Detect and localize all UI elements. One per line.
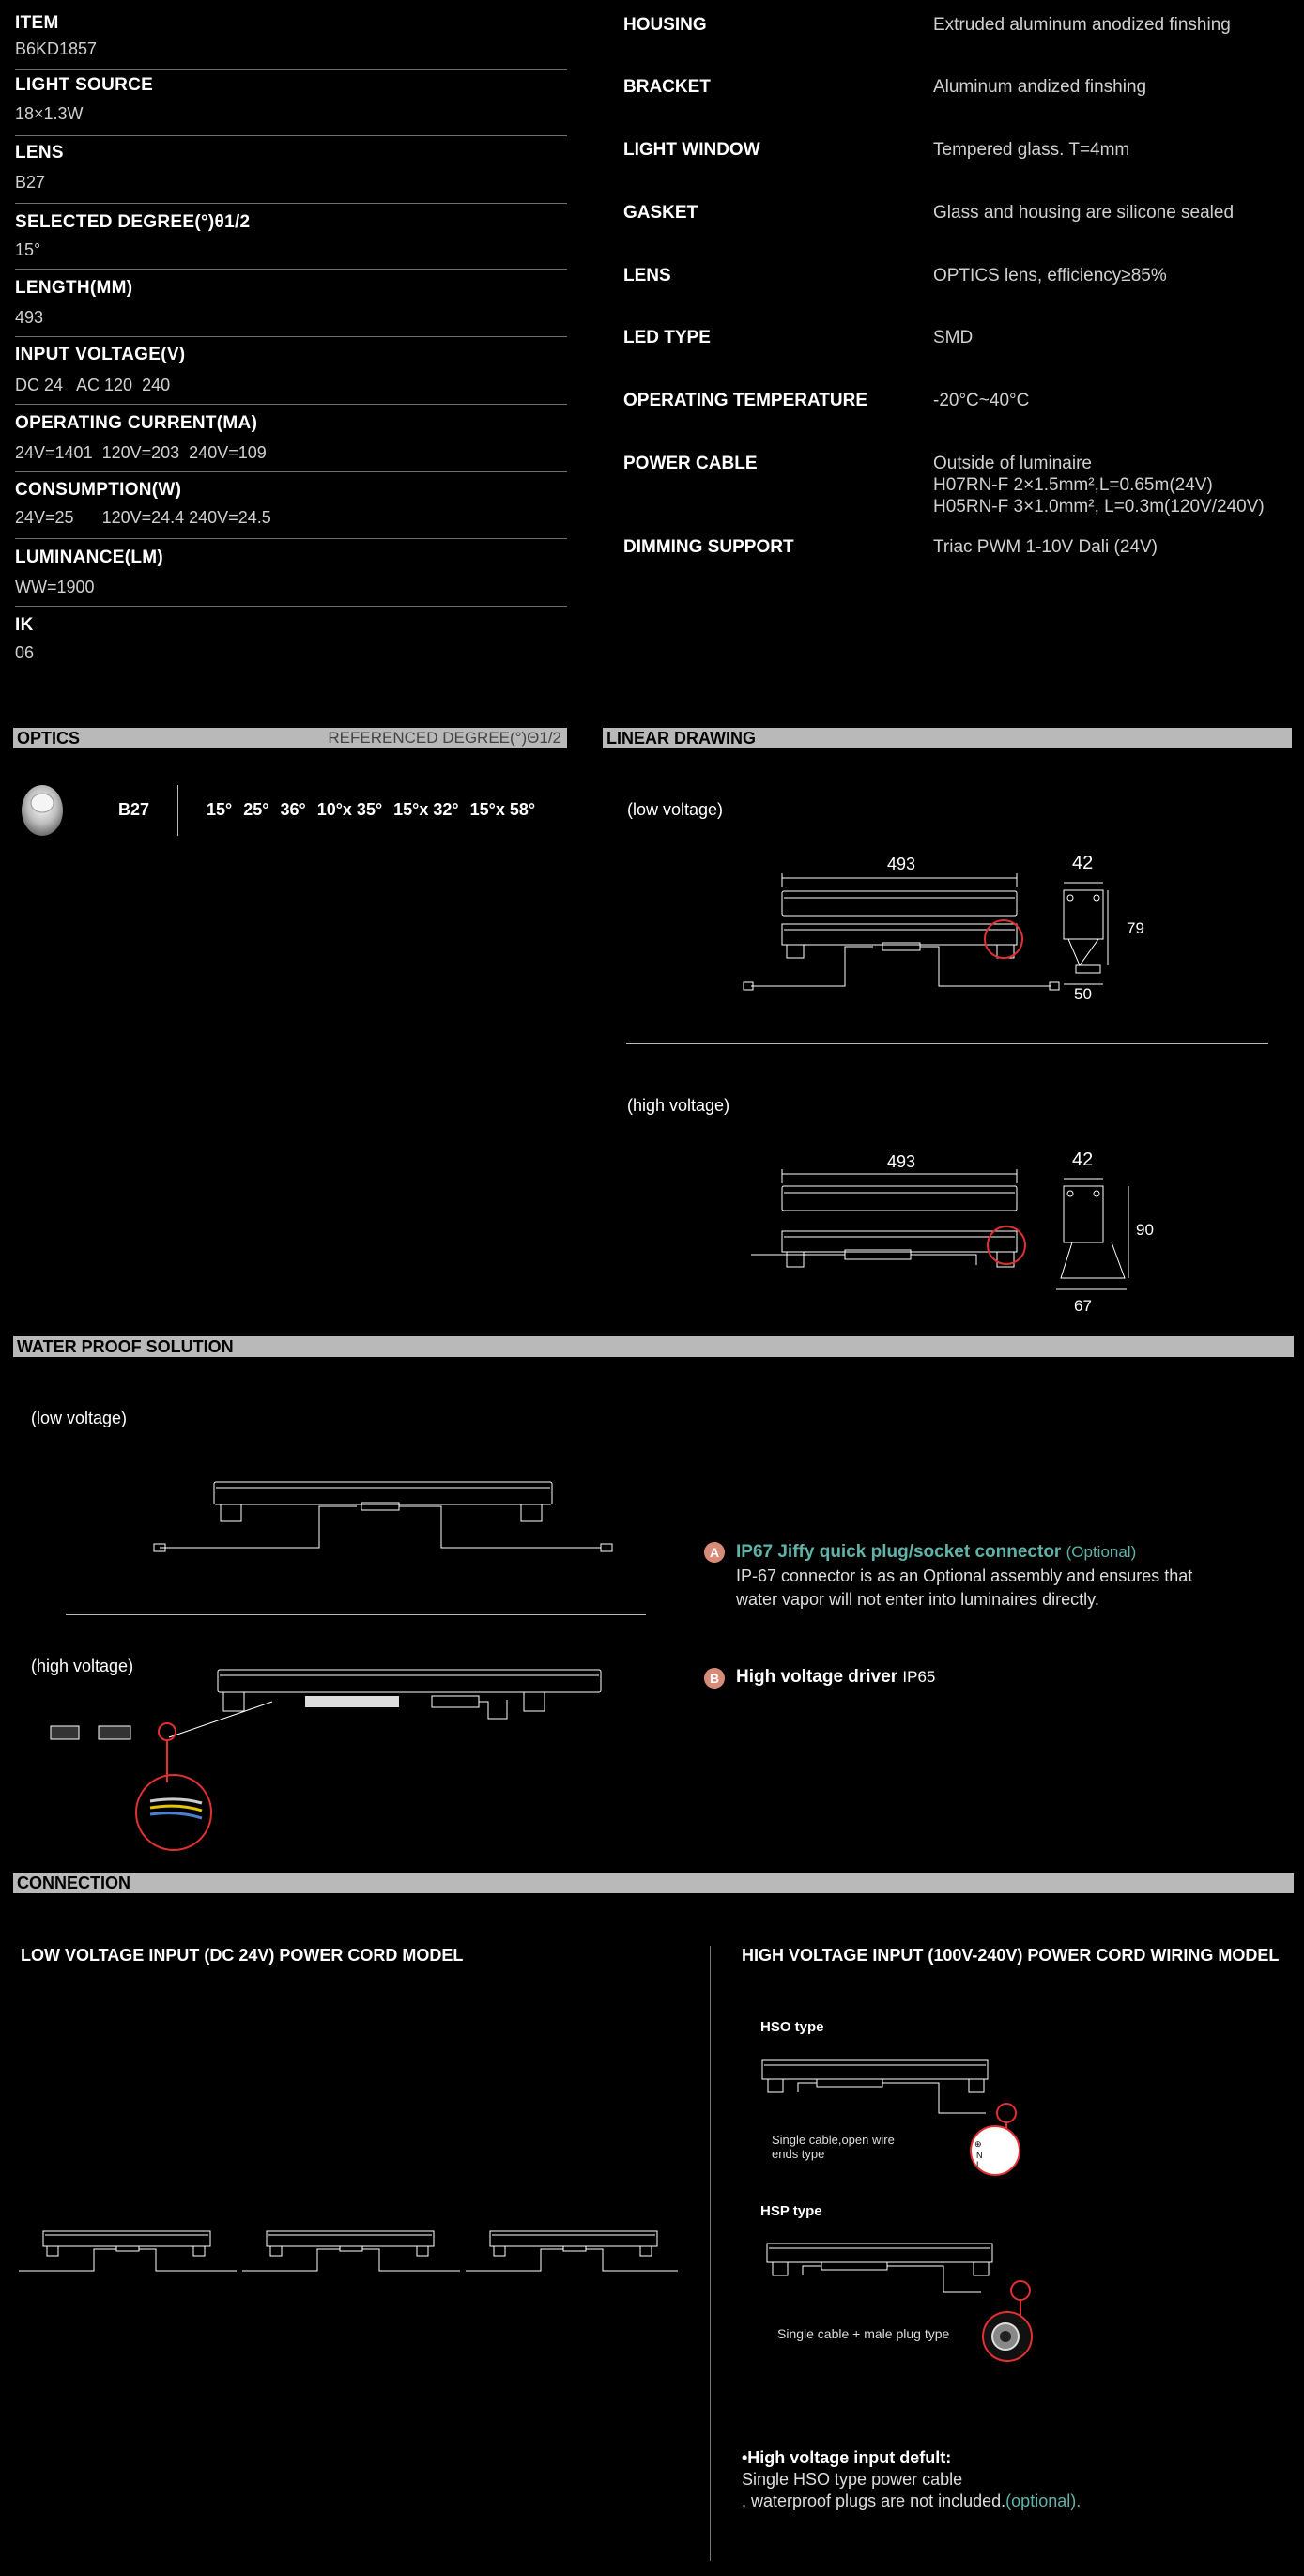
optics-degrees xyxy=(207,800,535,820)
spec-value: WW=1900 xyxy=(15,578,95,596)
spec-label: CONSUMPTION(W) xyxy=(15,480,182,500)
degree-value: 10°x 35° xyxy=(316,800,383,819)
low-base-dim: 50 xyxy=(1074,985,1092,1003)
wp-high-label: (high voltage) xyxy=(31,1657,134,1675)
waterproof-header-bar xyxy=(13,1336,1294,1357)
material-value: Triac PWM 1-10V Dali (24V) xyxy=(933,537,1158,557)
default-line2 xyxy=(742,2491,1081,2511)
wp-b-title xyxy=(736,1667,935,1688)
material-value: SMD xyxy=(933,328,974,347)
hso-title: HSO type xyxy=(760,2019,824,2035)
low-voltage-chain-drawing xyxy=(13,2226,689,2282)
optics-divider xyxy=(177,785,178,836)
hso-caption-2: ends type xyxy=(772,2147,825,2161)
spec-label: LIGHT SOURCE xyxy=(15,75,154,95)
degree-value: 15°x 32° xyxy=(393,800,459,819)
degree-value: 25° xyxy=(243,800,269,819)
spec-item-luminance xyxy=(15,548,567,607)
optics-header-bar xyxy=(13,728,567,748)
material-label: LENS xyxy=(623,266,671,285)
degree-value: 15°x 58° xyxy=(469,800,536,819)
wp-a-title xyxy=(736,1542,1136,1563)
wp-low-drawing xyxy=(150,1474,620,1568)
spec-item-lens xyxy=(15,143,567,204)
material-value: -20°C~40°C xyxy=(933,391,1030,410)
high-length-dim: 493 xyxy=(887,1152,916,1171)
spec-value: DC 24 AC 120 240 xyxy=(15,376,171,394)
spec-label: LUMINANCE(LM) xyxy=(15,548,163,567)
low-width-dim: 42 xyxy=(1072,853,1094,873)
high-base-dim: 67 xyxy=(1074,1297,1092,1315)
wp-low-label: (low voltage) xyxy=(31,1409,128,1427)
wp-high-drawing xyxy=(47,1662,573,1850)
degree-value: 36° xyxy=(280,800,306,819)
connection-divider xyxy=(710,1946,711,2561)
material-value: Aluminum andized finshing xyxy=(933,77,1147,97)
default-line2-text: , waterproof plugs are not included. xyxy=(742,2491,1006,2510)
wp-b-title-text: High voltage driver xyxy=(736,1667,898,1687)
optics-header-right: REFERENCED DEGREE(°)Θ1/2 xyxy=(328,729,561,747)
material-value: Extruded aluminum anodized finshing xyxy=(933,15,1231,35)
material-label: DIMMING SUPPORT xyxy=(623,537,794,557)
material-label: BRACKET xyxy=(623,77,711,97)
lens-image xyxy=(21,782,64,839)
spec-value: B6KD1857 xyxy=(15,39,98,58)
wp-a-optional: (Optional) xyxy=(1066,1543,1137,1561)
material-label: LED TYPE xyxy=(623,328,711,347)
default-line1: Single HSO type power cable xyxy=(742,2470,963,2489)
hso-drawing xyxy=(760,2057,1033,2188)
waterproof-header: WATER PROOF SOLUTION xyxy=(17,1337,234,1356)
spec-value: 15° xyxy=(15,240,41,259)
low-voltage-title: LOW VOLTAGE INPUT (DC 24V) POWER CORD MODEL xyxy=(21,1946,464,1965)
spec-label: OPERATING CURRENT(MA) xyxy=(15,413,258,433)
lens-name: B27 xyxy=(118,800,150,819)
optics-header: OPTICS xyxy=(17,729,81,748)
low-height-dim: 79 xyxy=(1127,919,1144,937)
spec-value: 06 xyxy=(15,643,35,662)
wp-a-title-text: IP67 Jiffy quick plug/socket connector xyxy=(736,1542,1062,1562)
badge-a: A xyxy=(704,1542,725,1563)
linear-low-label: (low voltage) xyxy=(627,800,724,819)
linear-drawing-header-bar xyxy=(603,728,1292,748)
hso-caption-1: Single cable,open wire xyxy=(772,2133,895,2147)
spec-label: IK xyxy=(15,615,34,635)
spec-item-length xyxy=(15,278,567,337)
connection-header: CONNECTION xyxy=(17,1874,130,1892)
wp-b-suffix: IP65 xyxy=(902,1668,936,1686)
hsp-drawing xyxy=(765,2240,1047,2371)
hsp-caption: Single cable + male plug type xyxy=(777,2326,950,2341)
material-value: OPTICS lens, efficiency≥85% xyxy=(933,266,1167,285)
spec-item-operating-current xyxy=(15,413,567,472)
spec-value: B27 xyxy=(15,173,46,192)
spec-item-light-source xyxy=(15,75,567,136)
spec-value: 24V=25 120V=24.4 240V=24.5 xyxy=(15,508,271,527)
spec-label: LENS xyxy=(15,143,64,162)
spec-value: 493 xyxy=(15,308,44,327)
spec-value: 18×1.3W xyxy=(15,104,84,123)
high-height-dim: 90 xyxy=(1136,1221,1154,1239)
material-label: POWER CABLE xyxy=(623,454,758,473)
material-label: GASKET xyxy=(623,203,698,223)
spec-label: SELECTED DEGREE(°)θ1/2 xyxy=(15,212,251,232)
spec-item-input-voltage xyxy=(15,345,567,405)
badge-b: B xyxy=(704,1668,725,1689)
high-voltage-title: HIGH VOLTAGE INPUT (100V-240V) POWER CORD WIRING MODEL xyxy=(742,1946,1280,1965)
spec-label: LENGTH(MM) xyxy=(15,278,133,298)
material-value: Tempered glass. T=4mm xyxy=(933,140,1130,160)
spec-item-consumption xyxy=(15,480,567,539)
degree-value: 15° xyxy=(207,800,233,819)
material-label: OPERATING TEMPERATURE xyxy=(623,391,868,410)
wp-divider xyxy=(66,1614,646,1615)
svg-text:N: N xyxy=(976,2151,983,2160)
default-optional: (optional). xyxy=(1005,2491,1082,2510)
spec-label: ITEM xyxy=(15,13,59,33)
material-value: Outside of luminaire H07RN-F 2×1.5mm²,L=0.65m(24V) H05RN-F 3×1.0mm², L=0.3m(120V/240V) xyxy=(933,454,1265,517)
connection-header-bar xyxy=(13,1873,1294,1893)
material-value: Glass and housing are silicone sealed xyxy=(933,203,1235,223)
svg-text:L: L xyxy=(976,2160,982,2169)
hsp-title: HSP type xyxy=(760,2203,822,2219)
spec-item-item xyxy=(15,13,567,70)
spec-value: 24V=1401 120V=203 240V=109 xyxy=(15,443,267,462)
default-title: •High voltage input defult: xyxy=(742,2448,952,2467)
svg-text:⊕: ⊕ xyxy=(974,2139,982,2149)
wp-a-desc-2: water vapor will not enter into luminaires directly. xyxy=(736,1590,1099,1609)
spec-label: INPUT VOLTAGE(V) xyxy=(15,345,186,364)
low-length-dim: 493 xyxy=(887,855,916,873)
material-label: LIGHT WINDOW xyxy=(623,140,760,160)
linear-divider xyxy=(626,1043,1268,1044)
linear-drawing-header: LINEAR DRAWING xyxy=(606,729,756,748)
material-label: HOUSING xyxy=(623,15,707,35)
high-width-dim: 42 xyxy=(1072,1149,1094,1170)
wp-a-desc-1: IP-67 connector is as an Optional assembly and ensures that xyxy=(736,1566,1193,1585)
spec-item-selected-degree xyxy=(15,212,567,270)
linear-high-label: (high voltage) xyxy=(627,1096,730,1115)
